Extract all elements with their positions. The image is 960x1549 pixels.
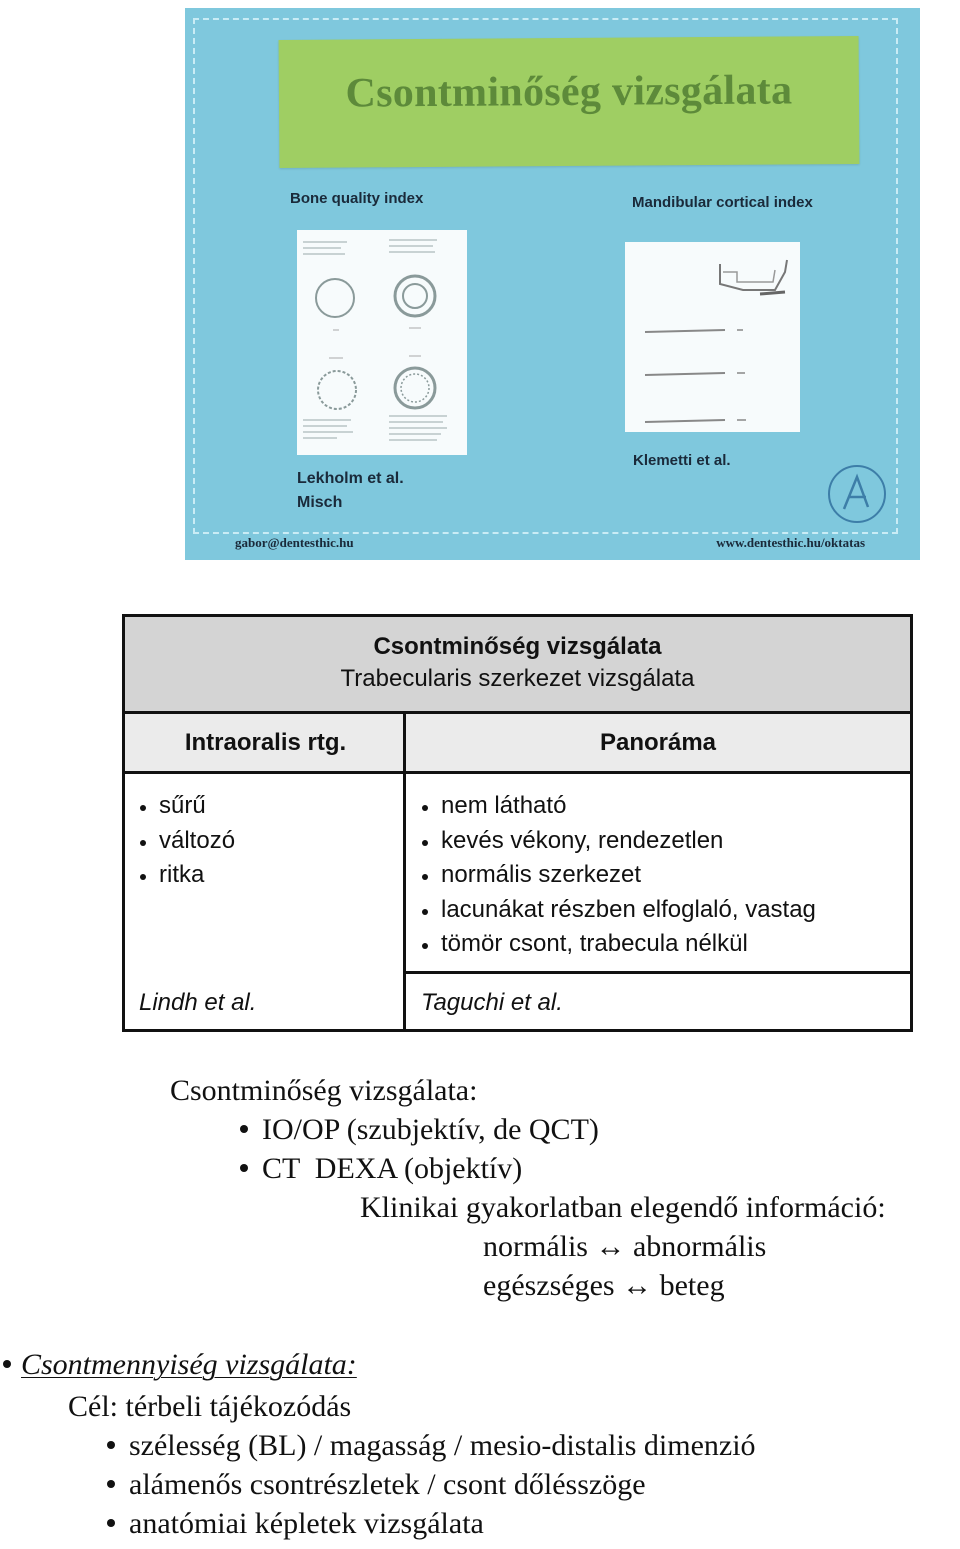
- list-item: nem látható: [419, 789, 816, 824]
- klemetti-citation: Klemetti et al.: [633, 452, 731, 469]
- intraoral-column-header: Intraoralis rtg.: [125, 714, 406, 774]
- slide-image: [185, 8, 920, 560]
- list-item: változó: [137, 824, 235, 859]
- column-divider: [403, 714, 406, 1029]
- intraoral-list: [137, 789, 235, 893]
- bone-quality-diagram: [297, 230, 467, 455]
- lekholm-citation: Lekholm et al.: [297, 470, 404, 487]
- author-logo-icon: [826, 463, 888, 525]
- mandibular-cortical-diagram-svg: [625, 242, 800, 432]
- bullet-icon: [107, 1480, 115, 1488]
- bullet-icon: [107, 1441, 115, 1449]
- bullet-icon: [3, 1360, 11, 1368]
- list-item: sűrű: [137, 789, 235, 824]
- list-item: ritka: [137, 858, 235, 893]
- misch-citation: Misch: [297, 494, 343, 511]
- panorama-column-header: Panoráma: [406, 714, 910, 774]
- slide-email: gabor@dentesthic.hu: [235, 535, 354, 550]
- quality-item-ct: [240, 1152, 522, 1186]
- bullet-icon: [240, 1125, 248, 1133]
- table-header: [125, 617, 910, 714]
- quality-item-text: IO/OP (szubjektív, de QCT): [262, 1113, 599, 1146]
- bone-quality-diagram-svg: [297, 230, 467, 455]
- list-item: normális szerkezet: [419, 858, 816, 893]
- quantity-item: [107, 1429, 756, 1463]
- quantity-item: [107, 1468, 646, 1502]
- quality-heading: Csontminőség vizsgálata:: [170, 1074, 478, 1107]
- quantity-item: [107, 1507, 484, 1541]
- lindh-citation: Lindh et al.: [139, 989, 257, 1016]
- row-divider: [406, 971, 910, 974]
- goal-line: Cél: térbeli tájékozódás: [68, 1390, 352, 1423]
- list-item: kevés vékony, rendezetlen: [419, 824, 816, 859]
- trabecular-structure-table: [122, 614, 913, 1032]
- quantity-item-text: alámenős csontrészletek / csont dőlésszöge: [129, 1468, 646, 1501]
- quantity-heading: [3, 1348, 357, 1382]
- table-title: Csontminőség vizsgálata: [373, 633, 662, 660]
- quantity-item-text: anatómiai képletek vizsgálata: [129, 1507, 484, 1540]
- list-item: lacunákat részben elfoglaló, vastag: [419, 893, 816, 928]
- slide-title-banner: [279, 36, 860, 168]
- mandibular-cortical-diagram: [625, 242, 800, 432]
- bullet-icon: [107, 1519, 115, 1527]
- list-item: tömör csont, trabecula nélkül: [419, 927, 816, 962]
- mandibular-cortical-index-label: Mandibular cortical index: [632, 194, 813, 211]
- quality-item-io: [240, 1113, 599, 1147]
- taguchi-citation: Taguchi et al.: [421, 989, 563, 1016]
- quantity-heading-text: Csontmennyiség vizsgálata:: [21, 1348, 357, 1381]
- bone-quality-index-label: Bone quality index: [290, 190, 424, 207]
- normal-abnormal-pair: normális ↔ abnormális: [483, 1230, 767, 1263]
- table-subtitle: Trabecularis szerkezet vizsgálata: [340, 665, 695, 692]
- panorama-list: [419, 789, 816, 962]
- quality-item-text: CT DEXA (objektív): [262, 1152, 523, 1185]
- bullet-icon: [240, 1164, 248, 1172]
- slide-title: Csontminőség vizsgálata: [345, 67, 793, 117]
- slide-website: www.dentesthic.hu/oktatas: [716, 535, 865, 550]
- healthy-sick-pair: egészséges ↔ beteg: [483, 1269, 725, 1302]
- clinical-note: Klinikai gyakorlatban elegendő információ:: [360, 1191, 886, 1224]
- quantity-item-text: szélesség (BL) / magasság / mesio-distalis dimenzió: [129, 1429, 756, 1462]
